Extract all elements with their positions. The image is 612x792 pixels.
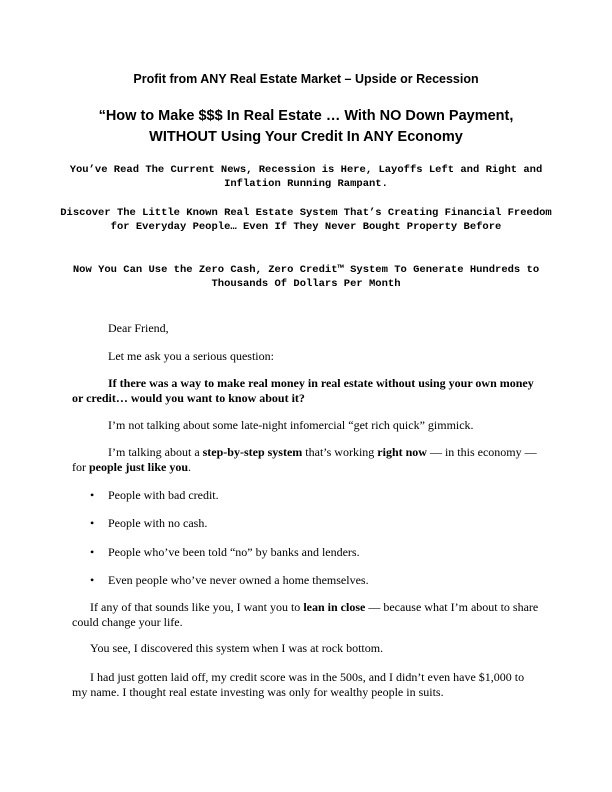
lean-in-text-2: — because what I’m about to share could change your life. [72, 600, 539, 629]
headline-line-2: WITHOUT Using Your Credit In ANY Economy [149, 129, 463, 145]
laid-off-paragraph: I had just gotten laid off, my credit score was in the 500s, and I didn’t even have $1,000 to my name. I thought real estate investing was only for wealthy people in suits. [72, 670, 525, 699]
list-item-text: People with no cash. [108, 516, 208, 530]
bullet-icon: • [90, 573, 95, 587]
system-emphasis-2: right now [377, 445, 427, 459]
bullet-icon: • [90, 488, 95, 502]
key-question: If there was a way to make real money in real estate without using your own money or credit… would you want to know about it? [72, 376, 534, 405]
system-paragraph [72, 445, 542, 474]
list-item-text: People who’ve been told “no” by banks and lenders. [108, 545, 360, 559]
kicker-title: Profit from ANY Real Estate Market – Upside or Recession [133, 72, 479, 86]
lean-in-emphasis: lean in close [303, 600, 366, 614]
bullet-icon: • [90, 516, 95, 530]
system-text-4: . [188, 459, 192, 474]
not-gimmick-paragraph: I’m not talking about some late-night infomercial “get rich quick” gimmick. [108, 418, 474, 432]
system-emphasis-3: people just like you [89, 459, 189, 474]
lean-in-text-1: If any of that sounds like you, I want you to [90, 600, 304, 614]
rock-bottom-paragraph: You see, I discovered this system when I was at rock bottom. [90, 641, 384, 655]
question-intro: Let me ask you a serious question: [108, 349, 274, 363]
system-text-3: — in this economy — for [72, 445, 537, 474]
system-text-1: I’m talking about a [108, 445, 203, 459]
list-item-text: Even people who’ve never owned a home themselves. [108, 573, 369, 587]
bullet-icon: • [90, 545, 95, 559]
headline [60, 106, 552, 148]
lean-in-paragraph [72, 600, 542, 629]
system-emphasis-1: step-by-step system [202, 445, 303, 459]
system-text-2: that’s working [302, 445, 378, 459]
subhead-zero-cash: Now You Can Use the Zero Cash, Zero Credit™ System To Generate Hundreds to Thousands Of Dollars Per Month [72, 264, 540, 290]
list-item-text: People with bad credit. [108, 488, 219, 502]
subhead-discover: Discover The Little Known Real Estate System That’s Creating Financial Freedom for Everyday People… Even If They Never Bought Property Before [60, 207, 552, 233]
greeting: Dear Friend, [108, 321, 169, 335]
headline-line-1: “How to Make $$$ In Real Estate … With NO Down Payment, [98, 108, 514, 124]
subhead-recession: You’ve Read The Current News, Recession is Here, Layoffs Left and Right and Inflation Running Rampant. [69, 164, 543, 190]
